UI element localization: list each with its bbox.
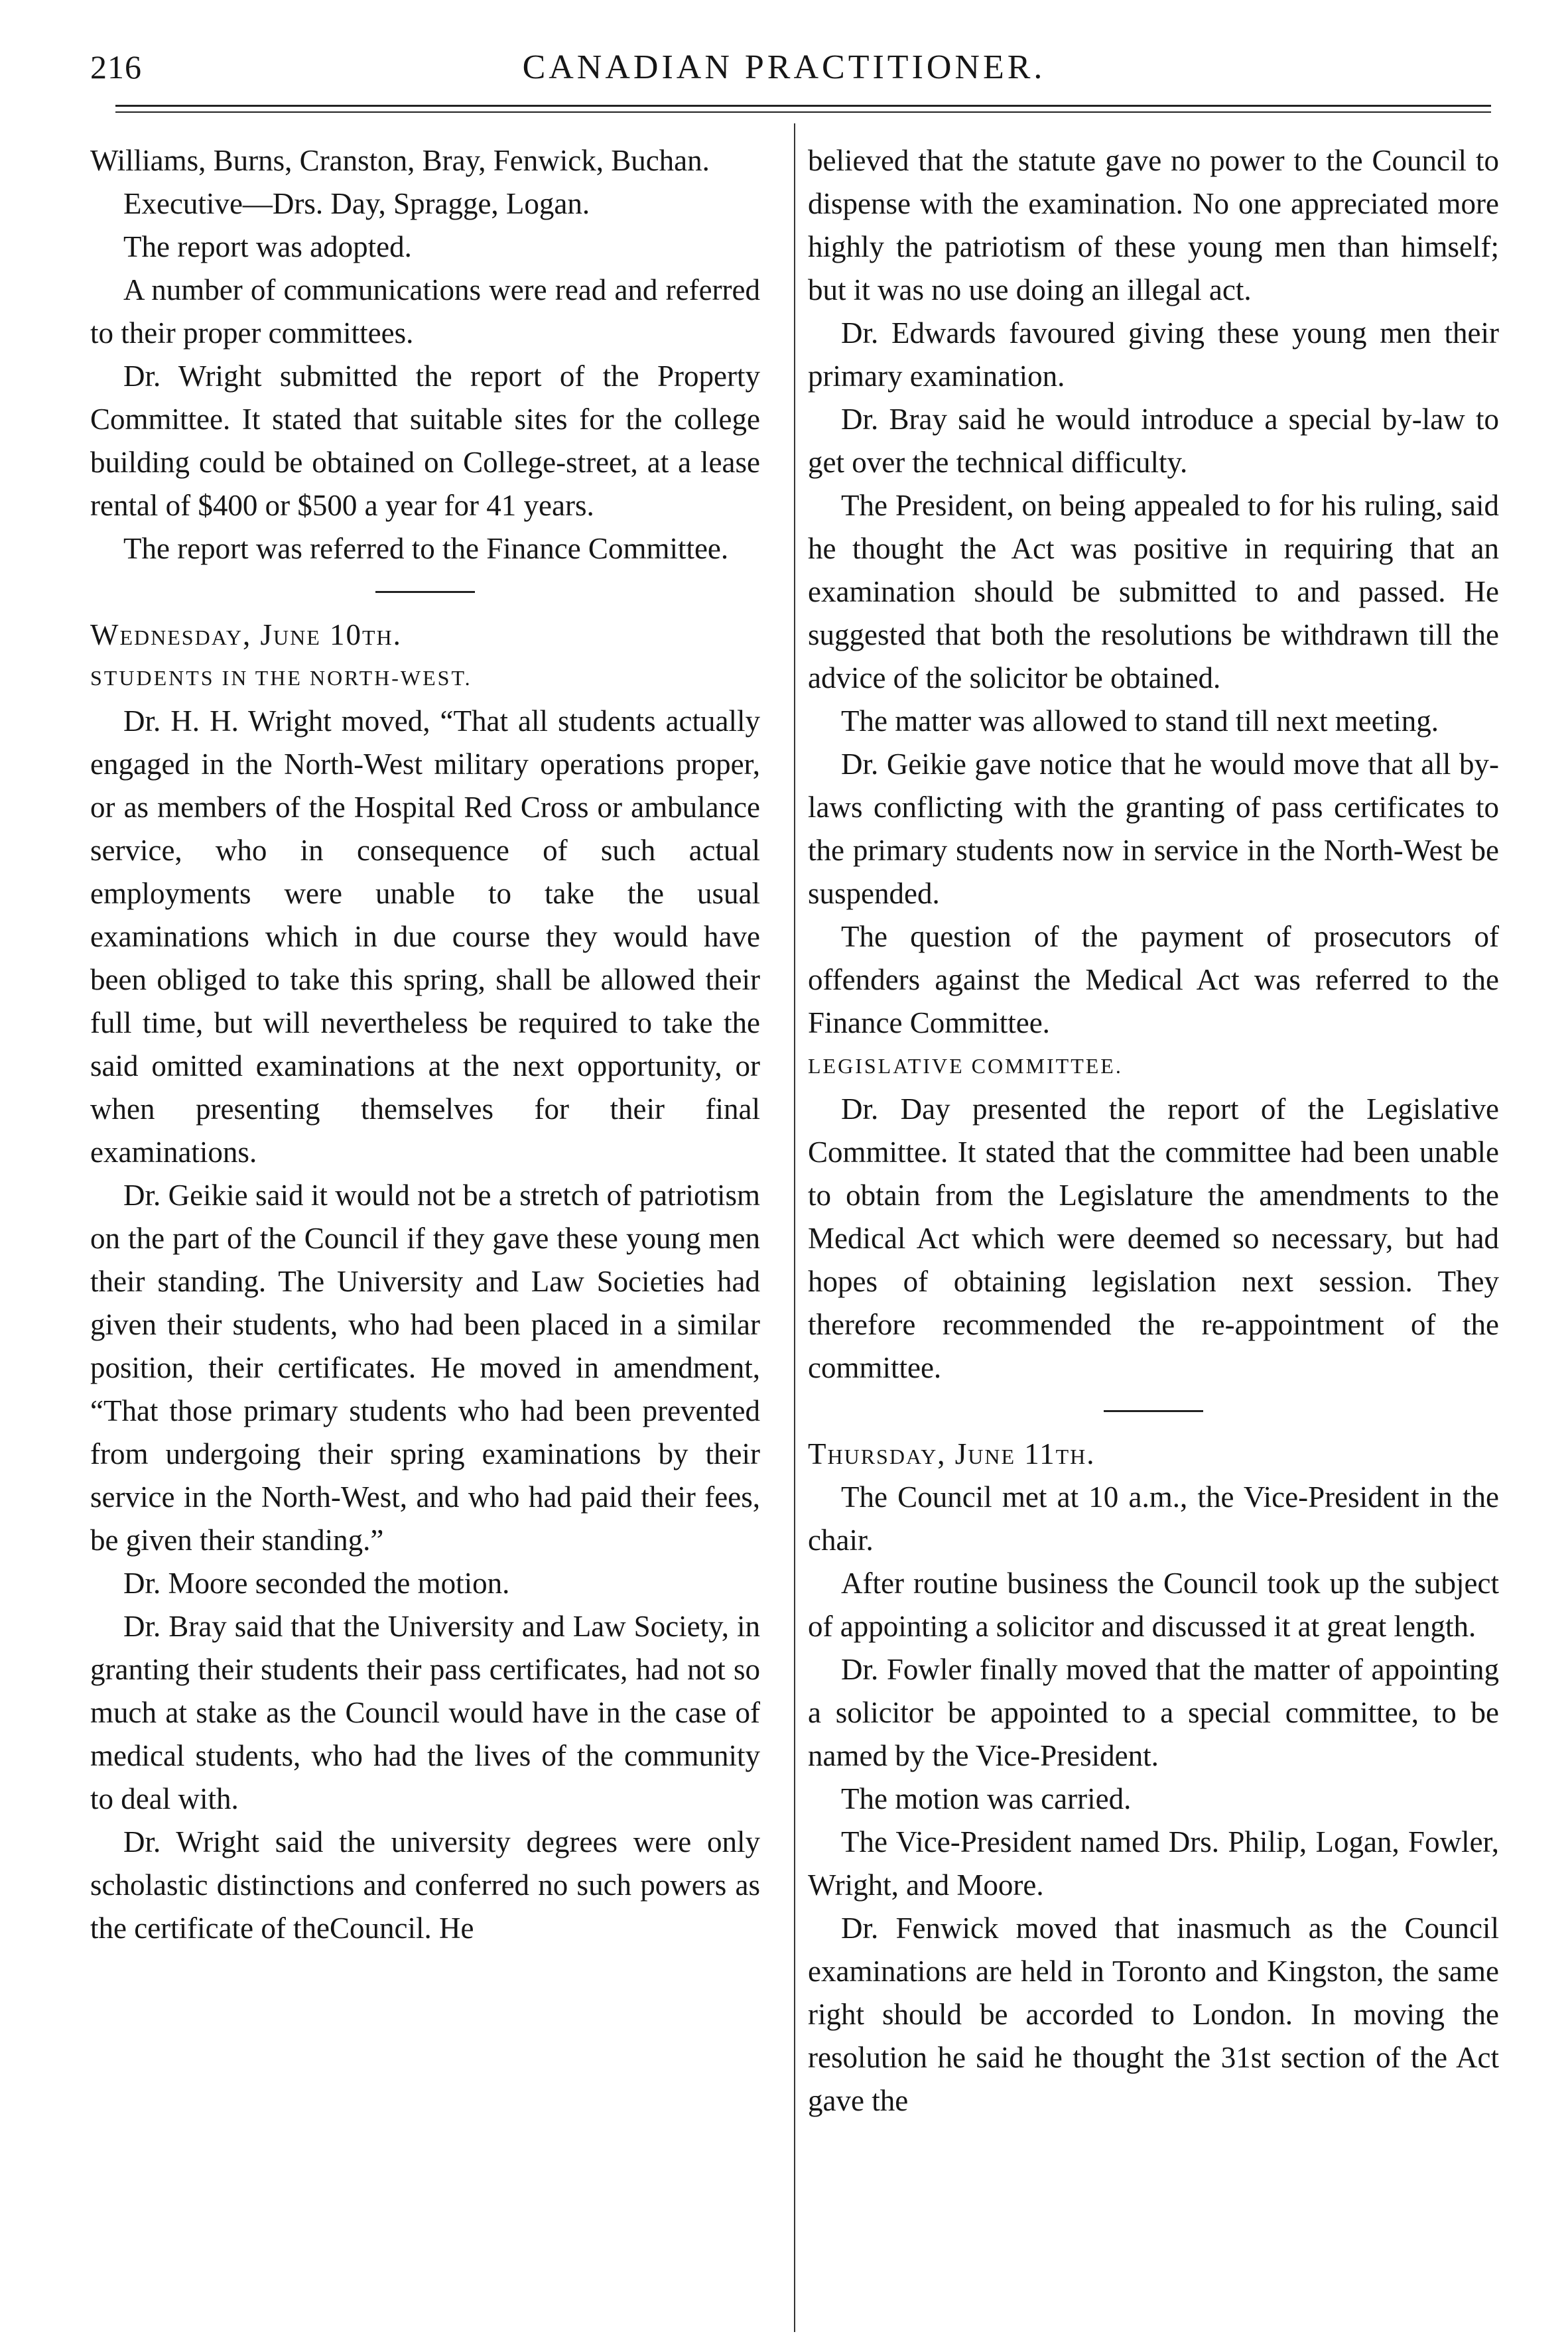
section-divider [808,1390,1499,1433]
paragraph: The Vice-President named Drs. Philip, Logan, Fowler, Wright, and Moore. [808,1825,1499,1902]
paragraph: The matter was allowed to stand till next meeting. [841,704,1439,738]
section-divider [90,570,760,614]
paragraph: Dr. Day presented the report of the Legislative Committee. It stated that the committee had been unable to obtain from the Legislature the amendments to the Medical Act which were deemed so necessary, but had hopes of obtaining legislation next session. They therefore recommended the re-appointment of the committee. [808,1092,1499,1384]
paragraph: The report was referred to the Finance Committee. [123,532,729,565]
paragraph: Dr. Moore seconded the motion. [123,1567,510,1600]
running-head: CANADIAN PRACTITIONER. [522,48,1046,86]
date-heading: Wednesday, June 10th. [90,618,402,651]
paragraph: Dr. Bray said that the University and Law Society, in granting their students their pass certificates, had not so much at stake as the Council would have in the case of medical students, who had the lives of the community to deal with. [90,1610,760,1815]
section-subheading: LEGISLATIVE COMMITTEE. [808,1054,1123,1078]
paragraph: After routine business the Council took up the subject of appointing a solicitor and discussed it at great length. [808,1567,1499,1643]
paragraph: The Council met at 10 a.m., the Vice-President in the chair. [808,1480,1499,1557]
paragraph: Dr. Geikie said it would not be a stretch of patriotism on the part of the Council if they gave these young men their standing. The University and Law Societies had given their students, who had been placed in a similar position, their certificates. He moved in amendment, “That those primary students who had been prevented from undergoing their spring examinations by their service in the North-West, and who had paid their fees, be given their standing.” [90,1179,760,1557]
date-heading: Thursday, June 11th. [808,1437,1096,1470]
paragraph: Dr. Fenwick moved that inasmuch as the Council examinations are held in Toronto and Kingston, the same right should be accorded to London. In moving the resolution he said he thought the 31st section of the Act gave the [808,1912,1499,2117]
paragraph: Executive—Drs. Day, Spragge, Logan. [123,187,590,220]
paragraph: A number of communications were read and referred to their proper committees. [90,273,760,350]
left-column [90,139,760,1950]
paragraph: believed that the statute gave no power to the Council to dispense with the examination. No one appreciated more highly the patriotism of these young men than himself; but it was no use doing an illegal act. [808,144,1499,306]
paragraph: Dr. Edwards favoured giving these young men their primary examination. [808,316,1499,393]
header-rule [115,105,1491,107]
paragraph: The President, on being appealed to for his ruling, said he thought the Act was positive in requiring that an examination should be submitted to and passed. He suggested that both the resolutions be withdrawn till the advice of the solicitor be obtained. [808,489,1499,694]
paragraph: Dr. Bray said he would introduce a special by-law to get over the technical difficulty. [808,403,1499,479]
column-divider [794,123,795,2332]
section-subheading: STUDENTS IN THE NORTH-WEST. [90,666,472,690]
paragraph: Dr. H. H. Wright moved, “That all students actually engaged in the North-West military operations proper, or as members of the Hospital Red Cross or ambulance service, who in consequence of such actual employments were unable to take the usual examinations which in due course they would have been obliged to take this spring, shall be allowed their full time, but will nevertheless be required to take the said omitted examinations at the next opportunity, or when presenting themselves for their final examinations. [90,704,760,1169]
paragraph: Dr. Geikie gave notice that he would move that all by-laws conflicting with the granting of pass certificates to the primary students now in service in the North-West be suspended. [808,748,1499,910]
page-number: 216 [90,48,142,86]
header-rule-secondary [115,111,1491,113]
paragraph: Williams, Burns, Cranston, Bray, Fenwick, Buchan. [90,144,710,177]
paragraph: The report was adopted. [123,230,412,263]
paragraph: Dr. Wright submitted the report of the Property Committee. It stated that suitable sites for the college building could be obtained on College-street, at a lease rental of $400 or $500 a year for 41 years. [90,359,760,522]
paragraph: Dr. Fowler finally moved that the matter of appointing a solicitor be appointed to a special committee, to be named by the Vice-President. [808,1653,1499,1772]
paragraph: The motion was carried. [841,1782,1132,1815]
paragraph: The question of the payment of prosecutors of offenders against the Medical Act was referred to the Finance Committee. [808,920,1499,1039]
paragraph: Dr. Wright said the university degrees were only scholastic distinctions and conferred no such powers as the certificate of theCouncil. He [90,1825,760,1945]
right-column [808,139,1499,2122]
